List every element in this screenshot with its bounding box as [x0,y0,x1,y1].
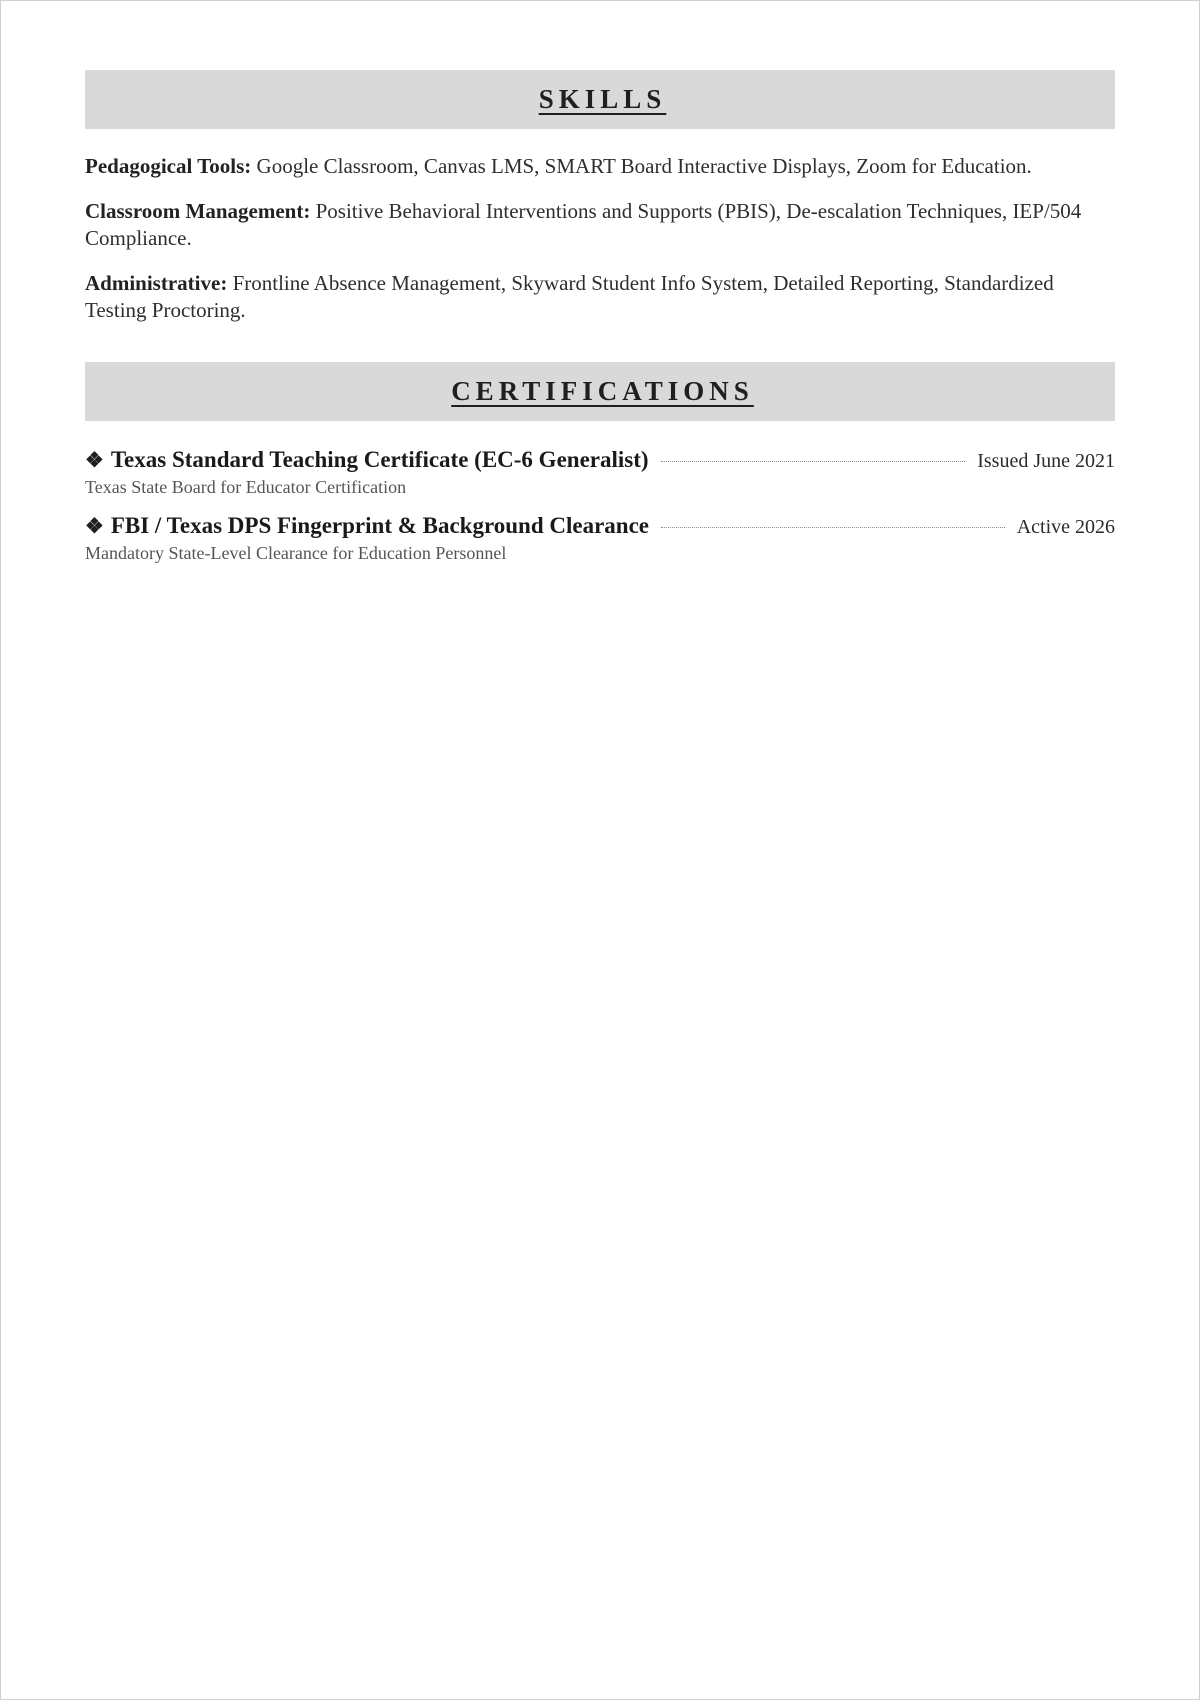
skills-heading: SKILLS [538,84,667,114]
certification-date: Issued June 2021 [977,450,1115,472]
skills-header-bar [85,70,1115,129]
certification-date: Active 2026 [1016,516,1115,538]
dotted-leader-line [661,527,1005,528]
skill-label: Pedagogical Tools: [85,154,252,178]
certifications-section [85,362,1115,564]
skill-label: Administrative: [85,271,228,295]
certification-row [85,447,1115,473]
certification-name: FBI / Texas DPS Fingerprint & Background Clearance [110,513,650,538]
skill-label: Classroom Management: [85,199,311,223]
dotted-leader-line [661,461,966,462]
certification-row [85,513,1115,539]
diamond-bullet-icon: ❖ [85,448,104,472]
certifications-header-bar [85,362,1115,421]
certification-issuer: Mandatory State-Level Clearance for Education Personnel [85,543,507,563]
skill-item-administrative [85,270,1115,324]
skill-text: Frontline Absence Management, Skyward Student Info System, Detailed Reporting, Standardized Testing Proctoring. [85,271,1054,322]
skill-item-pedagogical-tools [85,153,1115,180]
skills-list [85,153,1115,324]
certification-issuer: Texas State Board for Educator Certification [85,477,407,497]
certification-name: Texas Standard Teaching Certificate (EC-6 Generalist) [110,447,649,472]
skills-section [85,70,1115,324]
resume-content [85,70,1115,579]
certifications-heading: CERTIFICATIONS [451,376,754,406]
skill-item-classroom-management [85,198,1115,252]
certification-item-background-clearance [85,513,1115,564]
diamond-bullet-icon: ❖ [85,514,104,538]
certification-item-teaching-certificate [85,447,1115,498]
skill-text: Google Classroom, Canvas LMS, SMART Board Interactive Displays, Zoom for Education. [251,154,1032,178]
certifications-list [85,447,1115,564]
skill-text: Positive Behavioral Interventions and Supports (PBIS), De-escalation Techniques, IEP/504 Compliance. [85,199,1082,250]
